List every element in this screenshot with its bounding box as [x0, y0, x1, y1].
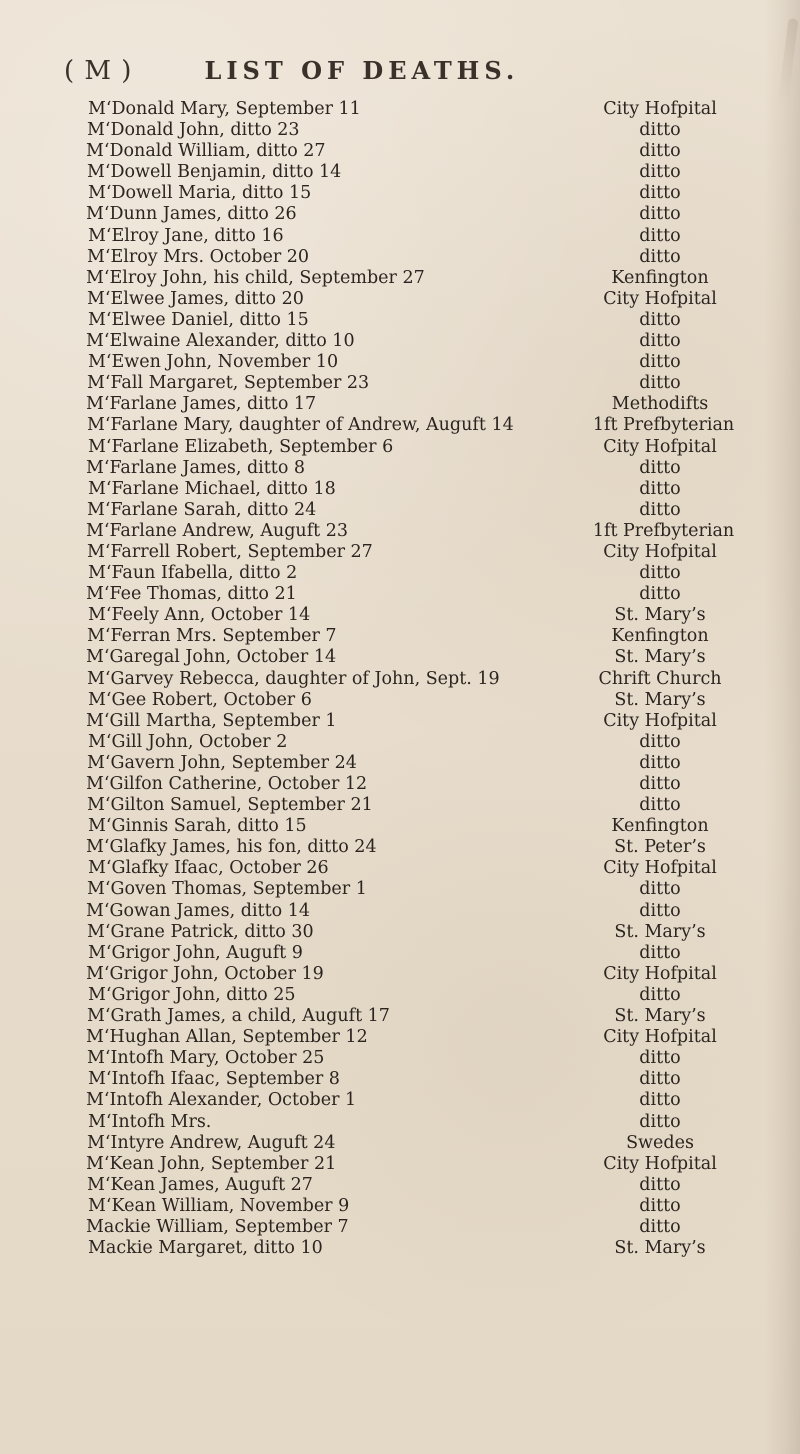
entry-place: ditto [639, 900, 681, 921]
entry-name: M‘Donald John, ditto 23 [87, 120, 300, 141]
list-item [0, 964, 800, 985]
list-item [0, 204, 800, 225]
entry-place: ditto [639, 204, 681, 225]
entry-place: ditto [639, 1090, 681, 1111]
list-item [0, 1175, 800, 1196]
list-item [0, 690, 800, 711]
entry-place: City Hofpital [603, 710, 717, 731]
entry-name: M‘Elroy Mrs. October 20 [87, 246, 310, 267]
entry-place: St. Mary’s [614, 647, 706, 668]
list-item [0, 605, 800, 626]
entry-name: M‘Feely Ann, October 14 [88, 605, 311, 626]
entry-name: M‘Kean James, Auguft 27 [87, 1174, 313, 1195]
entry-name: M‘Farlane Michael, ditto 18 [88, 478, 336, 499]
entry-place: City Hofpital [603, 99, 717, 119]
entry-name: Mackie Margaret, ditto 10 [88, 1238, 323, 1259]
list-item [0, 479, 800, 500]
list-item [0, 268, 800, 289]
entry-place: ditto [639, 1069, 681, 1090]
list-item [0, 352, 800, 373]
entry-name: M‘Elwaine Alexander, ditto 10 [86, 331, 355, 352]
list-item [0, 458, 800, 479]
entry-name: Mackie William, September 7 [86, 1216, 349, 1237]
list-item [0, 1196, 800, 1217]
list-item [0, 500, 800, 521]
list-item [0, 858, 800, 879]
entry-name: M‘Donald William, ditto 27 [86, 141, 326, 162]
entry-name: M‘Glafky James, his fon, ditto 24 [86, 837, 377, 858]
entry-place: City Hofpital [603, 963, 717, 984]
entry-place: Kenfington [611, 816, 709, 837]
list-item [0, 922, 800, 943]
entry-place: ditto [639, 1174, 681, 1195]
entry-place: St. Peter’s [614, 837, 706, 858]
list-item [0, 1154, 800, 1175]
entry-place: City Hofpital [603, 858, 717, 879]
entry-name: M‘Farlane Mary, daughter of Andrew, Auguft 14 [87, 415, 514, 436]
entry-name: M‘Donald Mary, September 11 [88, 99, 361, 119]
entry-name: M‘Intofh Mrs. [88, 1111, 212, 1132]
list-item [0, 1238, 800, 1259]
entry-place: ditto [639, 774, 681, 794]
entry-place: St. Mary’s [614, 605, 706, 626]
entry-place: ditto [639, 162, 681, 183]
entry-place: ditto [639, 1216, 681, 1237]
entry-place: 1ft Prefbyterian [592, 520, 735, 541]
list-item [0, 183, 800, 204]
list-item [0, 985, 800, 1006]
entry-name: M‘Faun Ifabella, ditto 2 [88, 563, 298, 584]
entry-place: ditto [639, 1048, 681, 1069]
entry-place: ditto [639, 141, 681, 162]
list-item [0, 310, 800, 331]
list-item [0, 1027, 800, 1048]
entry-place: ditto [639, 563, 681, 584]
list-item [0, 753, 800, 774]
entry-place: ditto [639, 246, 681, 267]
list-item [0, 521, 800, 542]
list-item [0, 711, 800, 732]
entry-name: M‘Kean William, November 9 [88, 1195, 350, 1216]
list-item [0, 879, 800, 900]
entry-name: M‘Farlane Sarah, ditto 24 [87, 499, 317, 520]
entry-place: ditto [639, 331, 681, 352]
entry-place: Kenfington [611, 267, 709, 288]
entry-name: M‘Gill Martha, September 1 [86, 710, 337, 731]
entry-place: ditto [639, 183, 681, 204]
entry-name: M‘Farrell Robert, September 27 [87, 541, 373, 562]
entry-place: ditto [639, 942, 681, 963]
entry-name: M‘Farlane James, ditto 17 [86, 394, 317, 415]
entry-name: M‘Grath James, a child, Auguft 17 [87, 1006, 390, 1027]
entry-place: Methodifts [611, 394, 709, 415]
list-item [0, 1048, 800, 1069]
entry-name: M‘Intofh Alexander, October 1 [86, 1090, 357, 1111]
entry-place: ditto [639, 352, 681, 373]
list-item [0, 99, 800, 120]
list-item [0, 669, 800, 690]
page-header [64, 56, 519, 86]
entry-place: Swedes [626, 1132, 694, 1153]
entry-name: M‘Grigor John, Auguft 9 [88, 942, 303, 963]
entry-name: M‘Gavern John, September 24 [87, 752, 357, 773]
page-edge-mark [778, 18, 799, 109]
entry-place: ditto [639, 1111, 681, 1132]
entry-name: M‘Elwee James, ditto 20 [87, 288, 304, 309]
entry-name: M‘Gowan James, ditto 14 [86, 900, 310, 921]
entry-name: M‘Glafky Ifaac, October 26 [88, 858, 329, 879]
list-item [0, 373, 800, 394]
list-item [0, 901, 800, 922]
entry-name: M‘Gee Robert, October 6 [88, 689, 312, 710]
list-item [0, 415, 800, 436]
page-title: LIST OF DEATHS. [204, 56, 520, 85]
entry-place: ditto [639, 225, 681, 246]
entry-place: ditto [639, 1195, 681, 1216]
entry-place: Chrift Church [598, 668, 722, 689]
list-item [0, 1112, 800, 1133]
entry-name: M‘Fee Thomas, ditto 21 [86, 584, 297, 605]
entry-place: ditto [639, 499, 681, 520]
list-item [0, 1006, 800, 1027]
list-item [0, 837, 800, 858]
list-item [0, 795, 800, 816]
entry-name: M‘Gilfon Catherine, October 12 [86, 774, 368, 794]
entry-place: St. Mary’s [614, 1238, 706, 1259]
list-item [0, 563, 800, 584]
list-item [0, 774, 800, 795]
entry-name: M‘Ewen John, November 10 [88, 352, 339, 373]
entry-name: M‘Dowell Maria, ditto 15 [88, 183, 312, 204]
entry-place: Kenfington [611, 626, 709, 647]
entry-name: M‘Ginnis Sarah, ditto 15 [88, 816, 307, 837]
list-item [0, 943, 800, 964]
entry-name: M‘Fall Margaret, September 23 [87, 373, 370, 394]
entry-place: City Hofpital [603, 541, 717, 562]
entry-place: City Hofpital [603, 288, 717, 309]
entry-name: M‘Goven Thomas, September 1 [87, 879, 367, 900]
list-item [0, 226, 800, 247]
entry-place: ditto [639, 752, 681, 773]
entry-name: M‘Gilton Samuel, September 21 [87, 795, 373, 816]
entry-name: M‘Intyre Andrew, Auguft 24 [87, 1132, 336, 1153]
list-item [0, 647, 800, 668]
list-item [0, 542, 800, 563]
list-item [0, 1133, 800, 1154]
entry-place: ditto [639, 478, 681, 499]
list-item [0, 289, 800, 310]
death-list [0, 99, 800, 1259]
entry-place: St. Mary’s [614, 1006, 706, 1027]
entry-place: ditto [639, 584, 681, 605]
entry-place: ditto [639, 457, 681, 478]
entry-place: ditto [639, 984, 681, 1005]
list-item [0, 1217, 800, 1238]
list-item [0, 141, 800, 162]
entry-place: ditto [639, 373, 681, 394]
list-item [0, 816, 800, 837]
entry-name: M‘Farlane Elizabeth, September 6 [88, 436, 394, 457]
entry-name: M‘Elwee Daniel, ditto 15 [88, 309, 309, 330]
entry-name: M‘Hughan Allan, September 12 [86, 1027, 368, 1048]
entry-name: M‘Intofh Mary, October 25 [87, 1048, 325, 1069]
entry-place: ditto [639, 731, 681, 752]
entry-place: St. Mary’s [614, 689, 706, 710]
list-item [0, 1069, 800, 1090]
entry-name: M‘Grane Patrick, ditto 30 [87, 921, 314, 942]
list-item [0, 626, 800, 647]
entry-place: 1ft Prefbyterian [592, 415, 735, 436]
entry-place: ditto [639, 120, 681, 141]
entry-place: City Hofpital [603, 436, 717, 457]
list-item [0, 732, 800, 753]
entry-name: M‘Dowell Benjamin, ditto 14 [87, 162, 342, 183]
entry-place: City Hofpital [603, 1027, 717, 1048]
entry-name: M‘Grigor John, ditto 25 [88, 984, 296, 1005]
entry-place: City Hofpital [603, 1153, 717, 1174]
page-letter: ( M ) [64, 56, 133, 86]
entry-name: M‘Ferran Mrs. September 7 [87, 626, 337, 647]
list-item [0, 247, 800, 268]
entry-name: M‘Farlane James, ditto 8 [86, 457, 306, 478]
list-item [0, 1090, 800, 1111]
entry-place: ditto [639, 309, 681, 330]
entry-name: M‘Elroy John, his child, September 27 [86, 267, 425, 288]
entry-name: M‘Garegal John, October 14 [86, 647, 337, 668]
entry-name: M‘Dunn James, ditto 26 [86, 204, 297, 225]
list-item [0, 437, 800, 458]
entry-place: ditto [639, 879, 681, 900]
entry-place: St. Mary’s [614, 921, 706, 942]
list-item [0, 331, 800, 352]
list-item [0, 394, 800, 415]
entry-name: M‘Gill John, October 2 [88, 731, 288, 752]
entry-name: M‘Grigor John, October 19 [86, 963, 324, 984]
entry-name: M‘Garvey Rebecca, daughter of John, Sept. 19 [87, 668, 500, 689]
entry-name: M‘Elroy Jane, ditto 16 [88, 225, 284, 246]
list-item [0, 162, 800, 183]
entry-name: M‘Farlane Andrew, Auguft 23 [86, 520, 349, 541]
list-item [0, 584, 800, 605]
entry-name: M‘Kean John, September 21 [86, 1153, 337, 1174]
entry-place: ditto [639, 795, 681, 816]
entry-name: M‘Intofh Ifaac, September 8 [88, 1069, 340, 1090]
list-item [0, 120, 800, 141]
